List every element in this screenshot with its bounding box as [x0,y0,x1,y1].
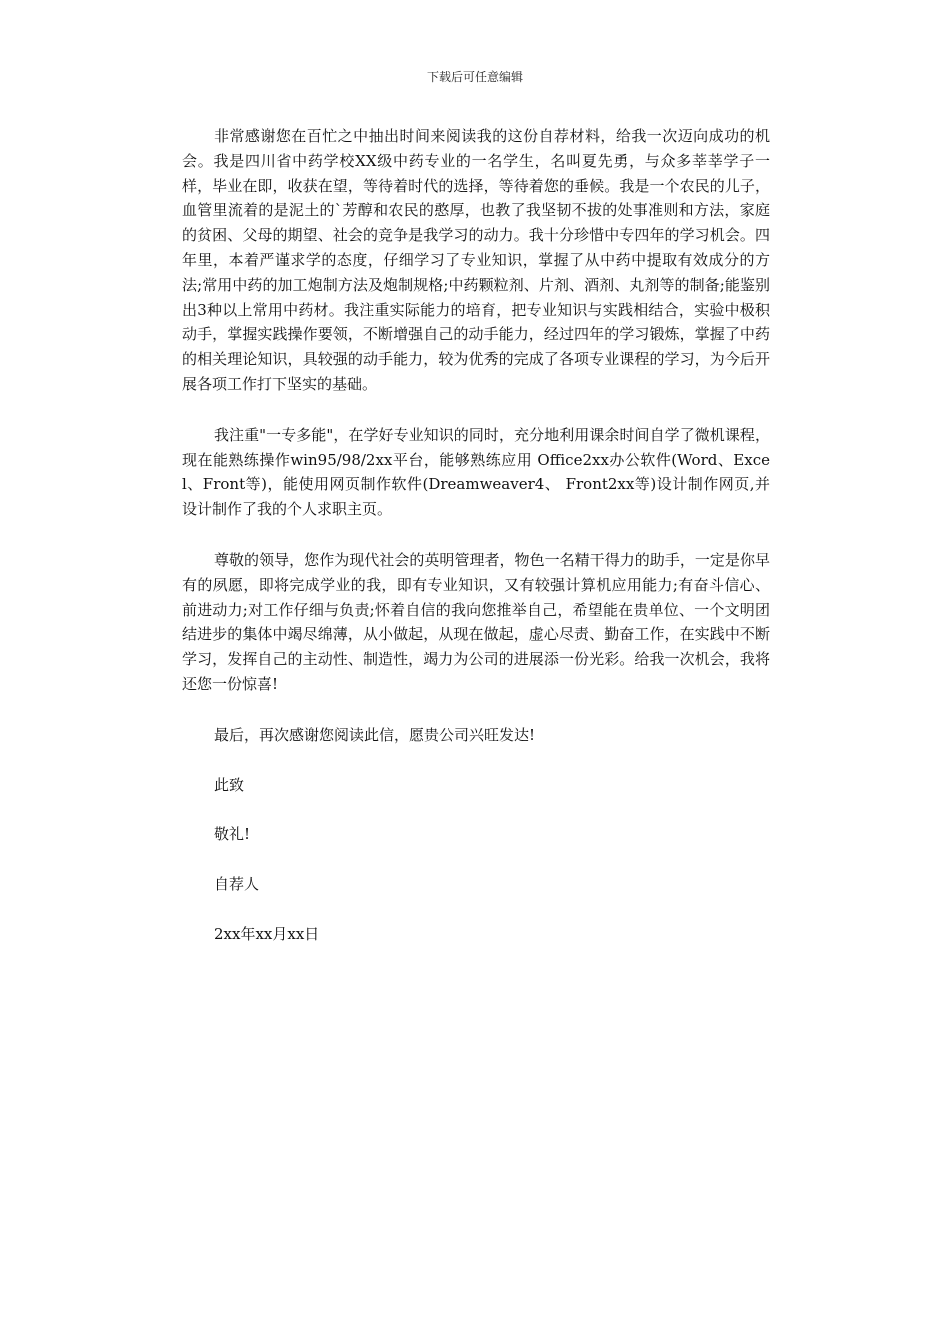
closing-line: 最后，再次感谢您阅读此信，愿贵公司兴旺发达! [214,725,536,744]
salutation-line-2: 敬礼! [214,825,251,844]
date-line: 2xx年xx月xx日 [214,924,320,943]
signature-line: 自荐人 [214,875,260,894]
paragraph-intro: 非常感谢您在百忙之中抽出时间来阅读我的这份自荐材料，给我一次迈向成功的机会。我是四川省中药学校XX级中药专业的一名学生，名叫夏先勇，与众多莘莘学子一样，毕业在即，收获在望，等待着时代的选择，等待着您的垂候。我是一个农民的儿子，血管里流着的是泥土的`芳醇和农民的憨厚，也教了我坚韧不拔的处事准则和方法，家庭的贫困、父母的期望、社会的竞争是我学习的动力。我十分珍惜中专四年的学习机会。四年里，本着严谨求学的态度，仔细学习了专业知识，掌握了从中药中提取有效成分的方法;常用中药的加工炮制方法及炮制规格;中药颗粒剂、片剂、酒剂、丸剂等的制备;能鉴别出3种以上常用中药材。我注重实际能力的培育，把专业知识与实践相结合，实验中极积动手，掌握实践操作要领，不断增强自己的动手能力，经过四年的学习锻炼，掌握了中药的相关理论知识，具较强的动手能力，较为优秀的完成了各项专业课程的学习，为今后开展各项工作打下坚实的基础。 [182,127,770,393]
paragraph-appeal: 尊敬的领导，您作为现代社会的英明管理者，物色一名精干得力的助手，一定是你早有的夙愿，即将完成学业的我，即有专业知识，又有较强计算机应用能力;有奋斗信心、前进动力;对工作仔细与负责;怀着自信的我向您推举自己，希望能在贵单位、一个文明团结进步的集体中竭尽绵薄，从小做起，从现在做起，虚心尽责、勤奋工作，在实践中不断学习，发挥自己的主动性、制造性，竭力为公司的进展添一份光彩。给我一次机会，我将还您一份惊喜! [182,550,770,693]
salutation-line-1: 此致 [214,775,245,794]
paragraph-skills: 我注重"一专多能"，在学好专业知识的同时，充分地利用课余时间自学了微机课程，现在能熟练操作win95/98/2xx平台，能够熟练应用 Office2xx办公软件(Word、Excel、Front等)，能使用网页制作软件(Dreamweaver4、 Front2xx等)设计制作网页,并设计制作了我的个人求职主页。 [182,425,770,519]
letter-body [182,124,770,947]
header-note: 下载后可任意编辑 [426,70,523,84]
